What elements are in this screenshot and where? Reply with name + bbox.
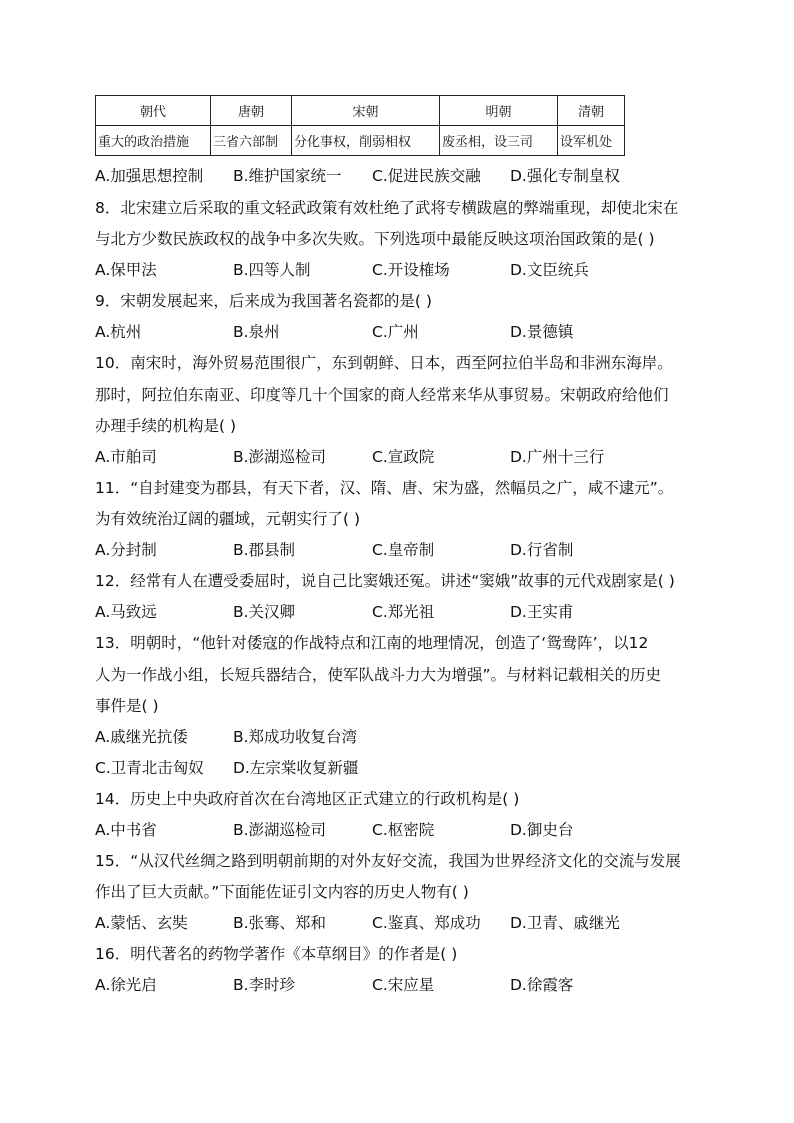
option-b[interactable]: B.关汉卿	[233, 603, 296, 621]
option-b[interactable]: B.澎湖巡检司	[233, 821, 327, 839]
table-cell: 唐朝	[211, 96, 292, 126]
question-12-text: 12．经常有人在遭受委屈时，说自己比窦娥还冤。讲述“窦娥”故事的元代戏剧家是( )	[95, 572, 675, 590]
question-13-text: 事件是( )	[95, 697, 159, 715]
option-b[interactable]: B.郑成功收复台湾	[233, 728, 358, 746]
question-8-options	[95, 260, 695, 280]
question-9-options	[95, 322, 695, 342]
option-c[interactable]: C.鉴真、郑成功	[372, 914, 481, 932]
question-8-text: 8．北宋建立后采取的重文轻武政策有效杜绝了武将专横跋扈的弊端重现，却使北宋在	[95, 199, 679, 217]
question-16-text: 16．明代著名的药物学著作《本草纲目》的作者是( )	[95, 945, 458, 963]
option-a[interactable]: A.马致远	[95, 603, 157, 621]
question-11-text: 11．“自封建变为郡县，有天下者，汉、隋、唐、宋为盛，然幅员之广，咸不逮元”。	[95, 479, 674, 497]
question-16-options	[95, 975, 695, 995]
option-b[interactable]: B.澎湖巡检司	[233, 448, 327, 466]
option-b[interactable]: B.维护国家统一	[233, 167, 342, 185]
option-a[interactable]: A.市舶司	[95, 448, 157, 466]
option-b[interactable]: B.四等人制	[233, 261, 311, 279]
question-10-text: 办理手续的机构是( )	[95, 417, 237, 435]
question-13-text: 13．明朝时，“他针对倭寇的作战特点和江南的地理情况，创造了‘鸳鸯阵’，以12	[95, 634, 649, 652]
option-d[interactable]: D.景德镇	[510, 323, 574, 341]
question-11-text: 为有效统治辽阔的疆域，元朝实行了( )	[95, 510, 361, 528]
option-d[interactable]: D.左宗棠收复新疆	[233, 759, 359, 777]
table-cell: 重大的政治措施	[96, 126, 211, 156]
option-d[interactable]: D.文臣统兵	[510, 261, 589, 279]
option-d[interactable]: D.徐霞客	[510, 976, 574, 994]
option-a[interactable]: A.加强思想控制	[95, 167, 204, 185]
option-d[interactable]: D.王实甫	[510, 603, 574, 621]
question-8-text: 与北方少数民族政权的战争中多次失败。下列选项中最能反映这项治国政策的是( )	[95, 230, 655, 248]
option-a[interactable]: A.徐光启	[95, 976, 157, 994]
option-a[interactable]: A.中书省	[95, 821, 157, 839]
table-cell: 明朝	[440, 96, 558, 126]
question-11-options	[95, 540, 695, 560]
question-10-text: 那时，阿拉伯东南亚、印度等几十个国家的商人经常来华从事贸易。宋朝政府给他们	[95, 386, 669, 404]
table-cell: 清朝	[558, 96, 625, 126]
table-cell: 三省六部制	[211, 126, 292, 156]
table-cell: 分化事权，削弱相权	[292, 126, 440, 156]
option-a[interactable]: A.杭州	[95, 323, 142, 341]
table-row	[96, 126, 625, 156]
option-c[interactable]: C.郑光祖	[372, 603, 435, 621]
option-d[interactable]: D.行省制	[510, 541, 574, 559]
option-c[interactable]: C.宋应星	[372, 976, 435, 994]
question-14-text: 14．历史上中央政府首次在台湾地区正式建立的行政机构是( )	[95, 790, 520, 808]
option-c[interactable]: C.宣政院	[372, 448, 435, 466]
option-c[interactable]: C.开设榷场	[372, 261, 450, 279]
option-d[interactable]: D.强化专制皇权	[510, 167, 620, 185]
question-12-options	[95, 602, 695, 622]
option-c[interactable]: C.促进民族交融	[372, 167, 481, 185]
table-cell: 设军机处	[558, 126, 625, 156]
question-13-text: 人为一作战小组，长短兵器结合，使军队战斗力大为增强”。与材料记载相关的历史	[95, 666, 662, 684]
question-15-options	[95, 913, 695, 933]
question-10-text: 10．南宋时，海外贸易范围很广，东到朝鲜、日本，西至阿拉伯半岛和非洲东海岸。	[95, 354, 673, 372]
question-15-text: 15．“从汉代丝绸之路到明朝前期的对外友好交流，我国为世界经济文化的交流与发展	[95, 852, 681, 870]
option-c[interactable]: C.枢密院	[372, 821, 435, 839]
option-b[interactable]: B.郡县制	[233, 541, 296, 559]
question-9-text: 9．宋朝发展起来，后来成为我国著名瓷都的是( )	[95, 292, 432, 310]
option-c[interactable]: C.广州	[372, 323, 419, 341]
table-cell: 朝代	[96, 96, 211, 126]
option-d[interactable]: D.卫青、戚继光	[510, 914, 620, 932]
table-cell: 宋朝	[292, 96, 440, 126]
question-7-options	[95, 166, 695, 186]
option-c[interactable]: C.皇帝制	[372, 541, 435, 559]
option-a[interactable]: A.蒙恬、玄奘	[95, 914, 188, 932]
question-14-options	[95, 820, 695, 840]
option-b[interactable]: B.泉州	[233, 323, 280, 341]
option-d[interactable]: D.广州十三行	[510, 448, 605, 466]
option-b[interactable]: B.李时珍	[233, 976, 296, 994]
option-b[interactable]: B.张骞、郑和	[233, 914, 327, 932]
option-a[interactable]: A.保甲法	[95, 261, 157, 279]
question-13-options	[95, 758, 695, 778]
dynasty-policy-table	[95, 95, 625, 156]
option-a[interactable]: A.戚继光抗倭	[95, 728, 188, 746]
table-header-row	[96, 96, 625, 126]
option-d[interactable]: D.御史台	[510, 821, 574, 839]
table-cell: 废丞相，设三司	[440, 126, 558, 156]
question-15-text: 作出了巨大贡献。”下面能佐证引文内容的历史人物有( )	[95, 883, 469, 901]
option-c[interactable]: C.卫青北击匈奴	[95, 759, 204, 777]
question-10-options	[95, 447, 695, 467]
option-a[interactable]: A.分封制	[95, 541, 157, 559]
question-13-options	[95, 727, 695, 747]
